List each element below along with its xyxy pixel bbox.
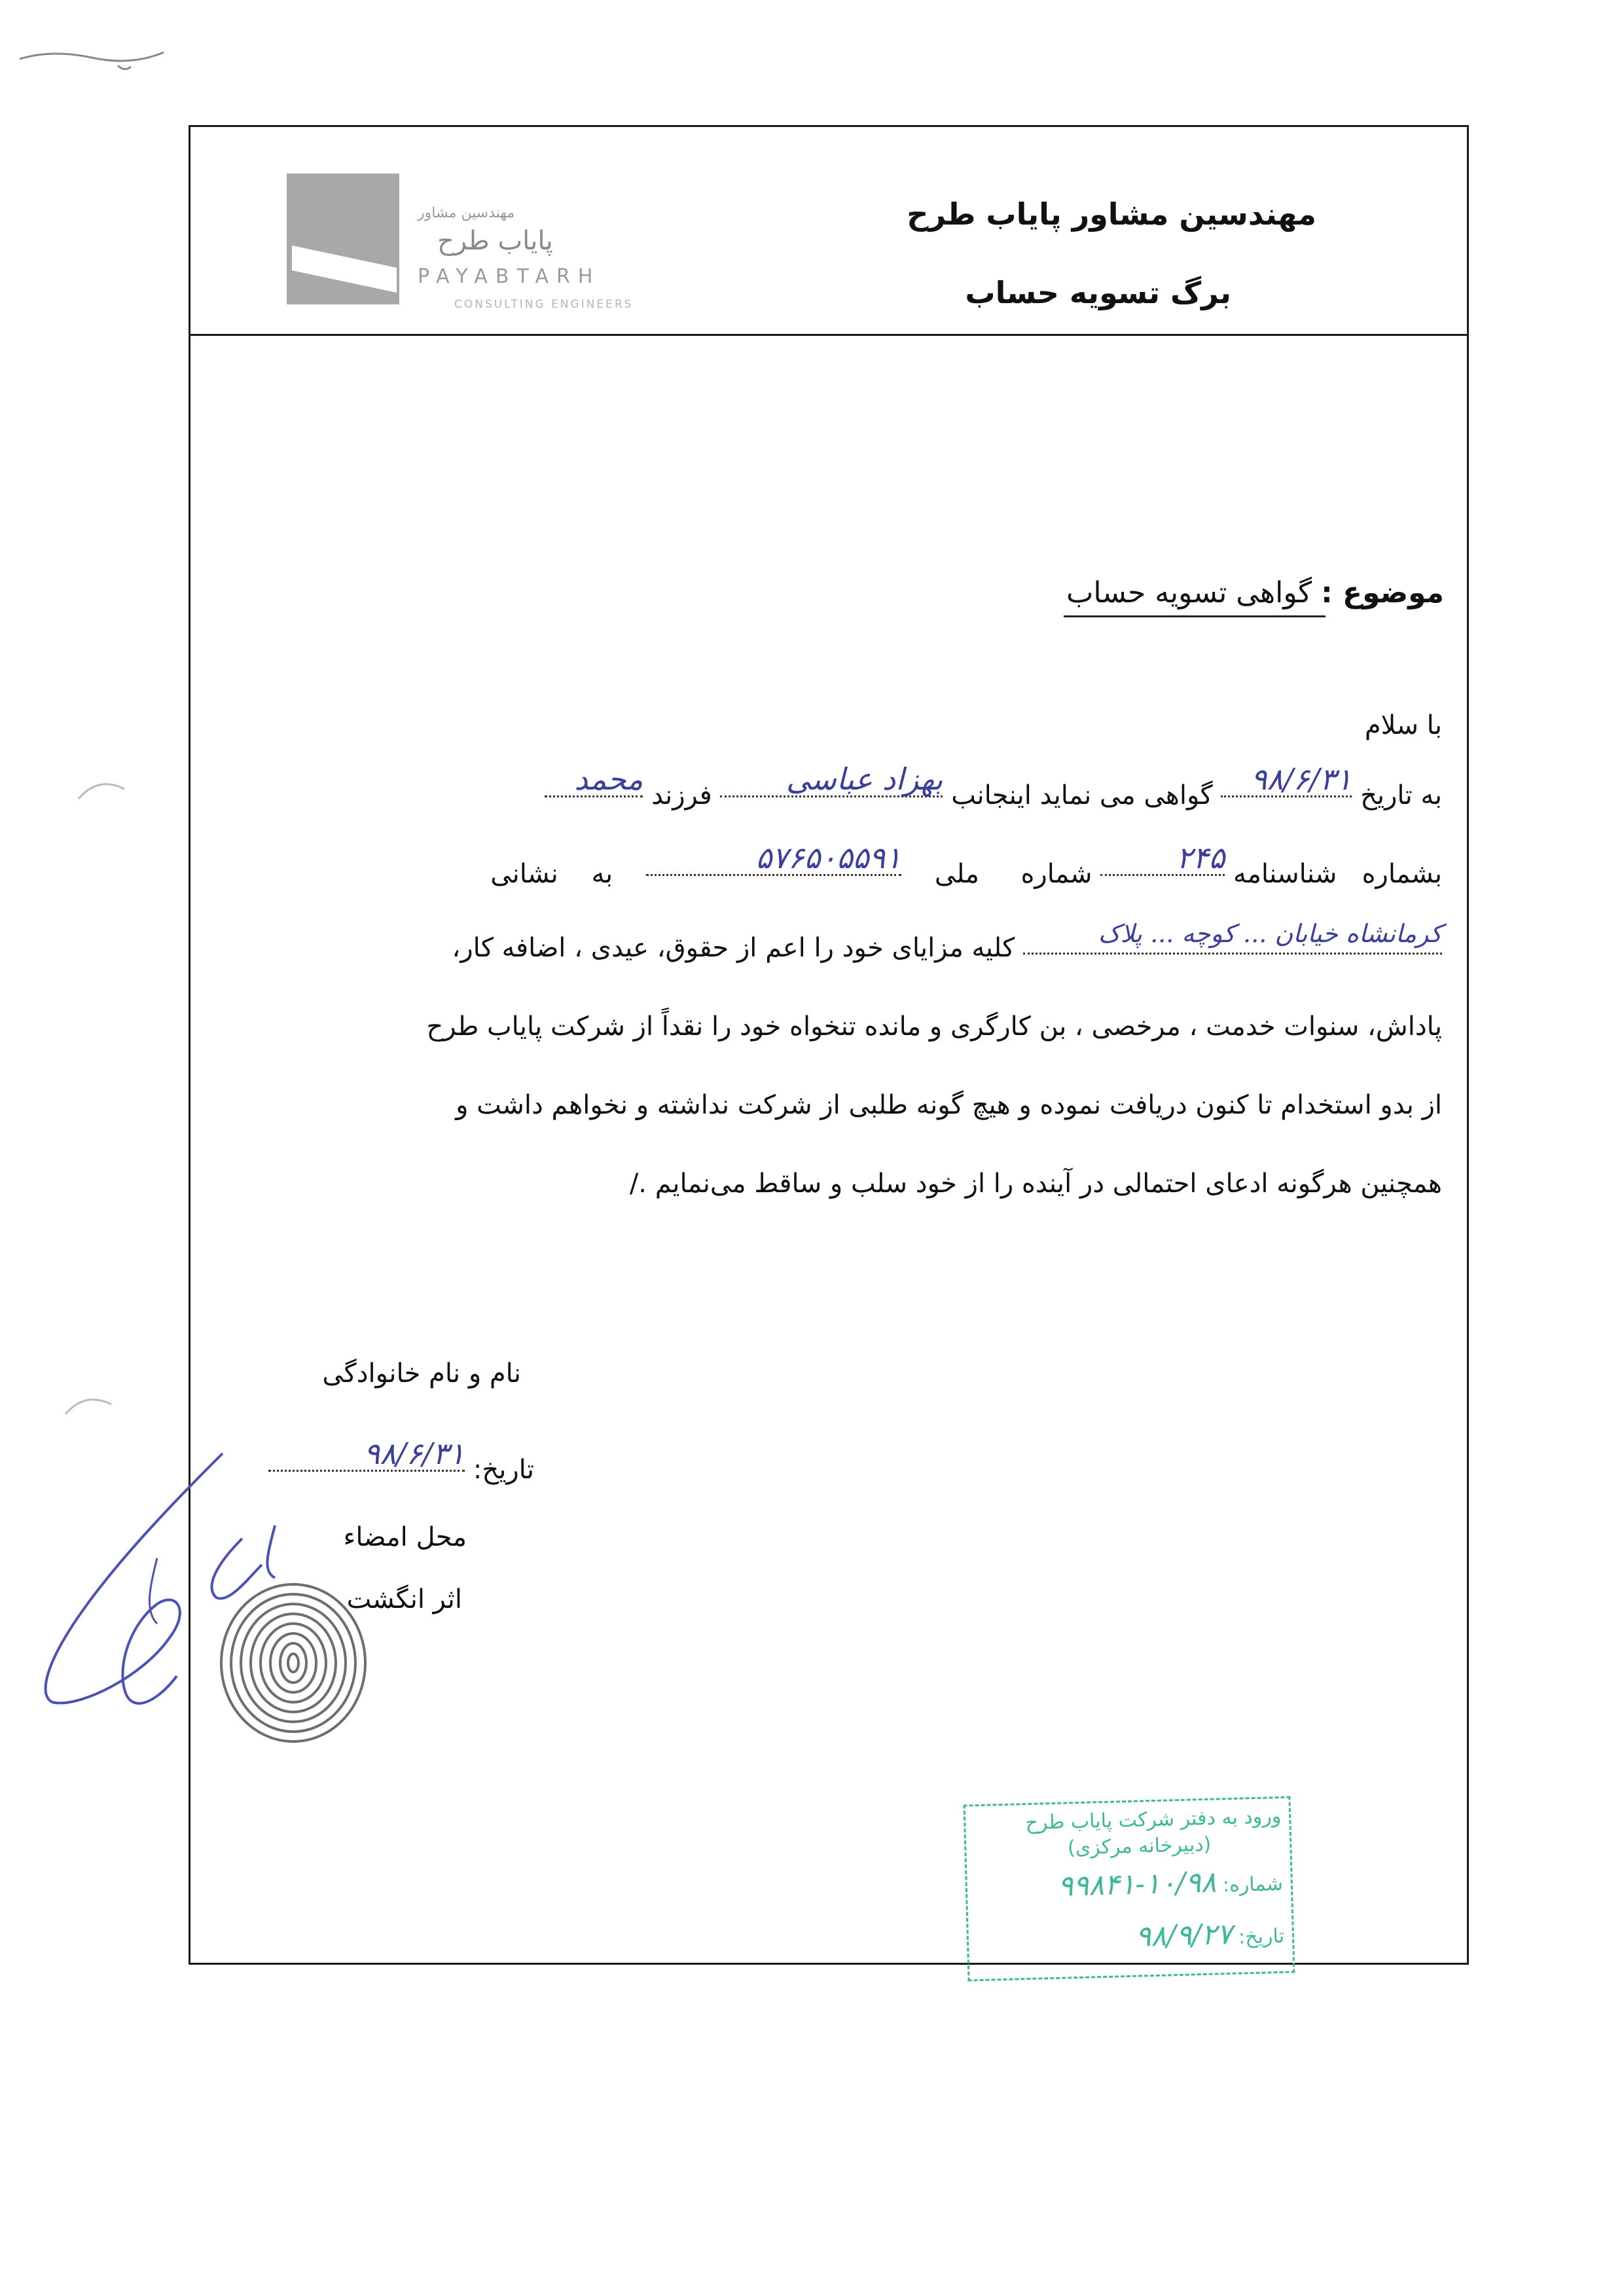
- logo-name-fa-small: مهندسین مشاور: [418, 205, 515, 221]
- address-value: کرمانشاه خیابان ... کوچه ... پلاک: [1098, 919, 1442, 948]
- address-field: [1023, 919, 1442, 955]
- stamp-line-1: ورود به دفتر شرکت پایاب طرح: [1025, 1804, 1282, 1835]
- text-number: بشماره: [1362, 859, 1442, 889]
- fingerprint-icon: [208, 1571, 391, 1755]
- stamp-number-value: ۱۰/۹۸-۹۹۸۴۱: [1057, 1865, 1217, 1903]
- form-title: برگ تسویه حساب: [965, 275, 1231, 310]
- body-line-5: از بدو استخدام تا کنون دریافت نموده و هیچ گونه طلبی از شرکت نداشته و نخواهم داشت و: [456, 1090, 1442, 1120]
- subject-text: گواهی تسویه حساب: [1066, 576, 1312, 610]
- stamp-number-line: [1057, 1864, 1283, 1903]
- birth-cert-value: ۲۴۵: [1176, 840, 1225, 875]
- fingerprint-label: اثر انگشت: [346, 1584, 462, 1614]
- logo-name-fa: پایاب طرح: [437, 226, 553, 256]
- logo-subtitle-en: CONSULTING ENGINEERS: [454, 298, 634, 311]
- father-name-field: [545, 761, 643, 797]
- sign-date-label: تاریخ:: [473, 1455, 534, 1485]
- date-field: [1221, 761, 1352, 797]
- name-field: [720, 761, 943, 797]
- text-national: ملی: [934, 859, 979, 889]
- text-child-of: فرزند: [651, 780, 712, 811]
- punch-hole-mark: [59, 1388, 118, 1427]
- full-name-label: نام و نام خانوادگی: [322, 1358, 521, 1389]
- signature-place-label: محل امضاء: [343, 1522, 467, 1552]
- stamp-number-label: شماره:: [1222, 1872, 1284, 1897]
- father-name-value: محمد: [574, 761, 643, 797]
- date-value: ۹۸/۶/۳۱: [1250, 761, 1352, 797]
- company-logo: [287, 173, 653, 318]
- registration-stamp: [964, 1796, 1295, 1982]
- subject-underline: [1064, 615, 1326, 617]
- logo-name-en: PAYABTARH: [418, 265, 601, 288]
- subject-label: موضوع :: [1321, 576, 1444, 610]
- body-line-3: [452, 919, 1442, 963]
- company-name: مهندسین مشاور پایاب طرح: [907, 196, 1316, 232]
- body-line-2: [490, 840, 1442, 889]
- birth-cert-field: [1100, 840, 1225, 876]
- text-birth-cert: شناسنامه: [1233, 859, 1337, 889]
- national-id-field: [646, 840, 902, 876]
- stamp-date-label: تاریخ:: [1238, 1924, 1285, 1949]
- text-to: به: [591, 859, 613, 889]
- text-date-prefix: به تاریخ: [1360, 780, 1442, 811]
- text-certify: گواهی می نماید اینجانب: [951, 780, 1213, 811]
- national-id-value: ۵۷۶۵۰۵۵۹۱: [755, 840, 902, 875]
- stamp-line-2: (دبیرخانه مرکزی): [1067, 1832, 1212, 1860]
- stamp-date-value: ۹۸/۹/۲۷: [1135, 1917, 1233, 1954]
- punch-hole-mark: [72, 773, 131, 812]
- logo-mark: [287, 173, 399, 304]
- greeting: با سلام: [1364, 710, 1442, 740]
- body-line-4: پاداش، سنوات خدمت ، مرخصی ، بن کارگری و مانده تنخواه خود را نقداً از شرکت پایاب طرح: [426, 1011, 1442, 1042]
- text-number-2: شماره: [1020, 859, 1092, 889]
- subject-line: [1066, 576, 1444, 610]
- header-divider: [189, 334, 1469, 336]
- body-line-1: [545, 761, 1442, 811]
- stamp-date-line: [1135, 1916, 1284, 1954]
- text-benefits: کلیه مزایای خود را اعم از حقوق، عیدی ، اضافه کار،: [452, 933, 1015, 963]
- body-line-6: همچنین هرگونه ادعای احتمالی در آینده را از خود سلب و ساقط می‌نمایم ./: [629, 1169, 1442, 1199]
- sign-date-value: ۹۸/۶/۳۱: [363, 1436, 465, 1471]
- scan-mark: [13, 33, 183, 85]
- name-value: بهزاد عباسی: [785, 761, 943, 797]
- text-address: نشانی: [490, 859, 558, 889]
